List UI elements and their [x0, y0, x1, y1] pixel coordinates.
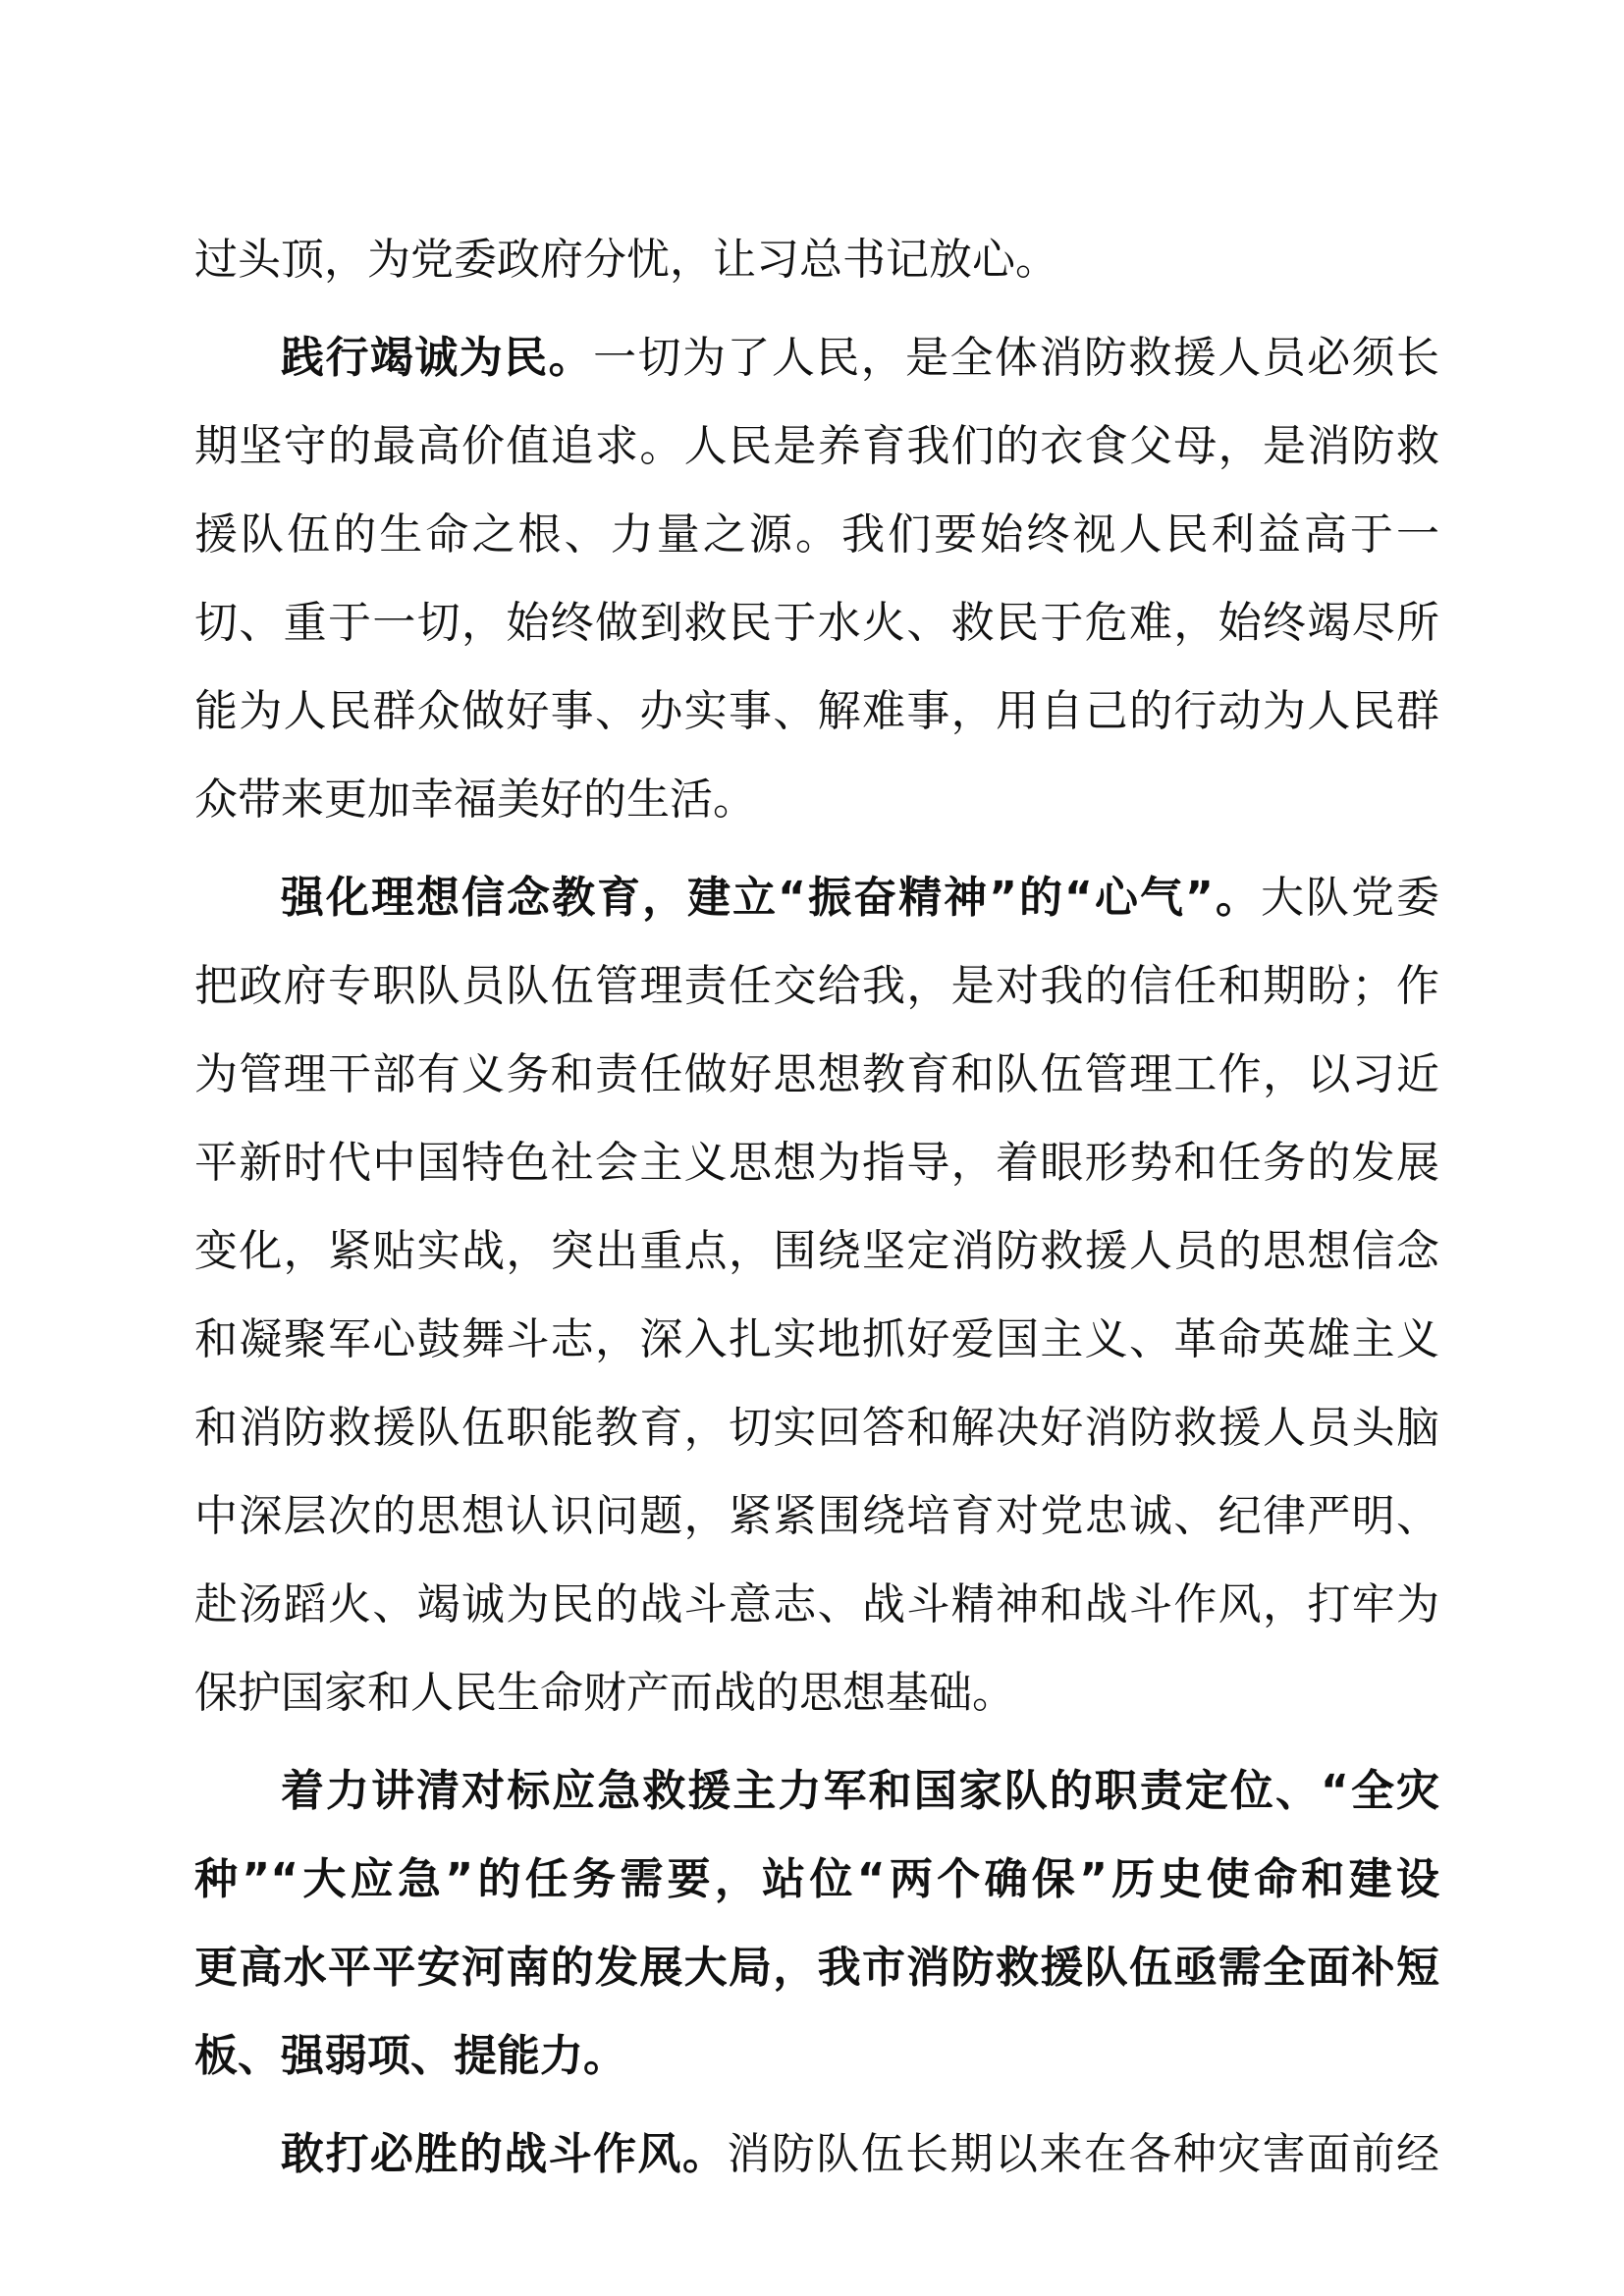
paragraph-serve-people — [194, 314, 1439, 844]
text-line: 期坚守的最高价值追求。人民是养育我们的衣食父母，是消防救 — [194, 421, 1439, 471]
text-line: 赴汤蹈火、竭诚为民的战斗意志、战斗精神和战斗作风，打牢为 — [194, 1579, 1439, 1629]
text-line: 把政府专职队员队伍管理责任交给我，是对我的信任和期盼；作 — [194, 961, 1439, 1011]
paragraph-fighting-style — [194, 2110, 1439, 2199]
paragraph-heading: 强化理想信念教育，建立“振奋精神”的“心气”。 — [281, 873, 1261, 923]
text-line: 为管理干部有义务和责任做好思想教育和队伍管理工作，以习近 — [194, 1049, 1439, 1099]
text-line: 和凝聚军心鼓舞斗志，深入扎实地抓好爱国主义、革命英雄主义 — [194, 1314, 1439, 1364]
text-line: 能为人民群众做好事、办实事、解难事，用自己的行动为人民群 — [194, 686, 1439, 736]
text-line: 更高水平平安河南的发展大局，我市消防救援队伍亟需全面补短 — [194, 1943, 1439, 1993]
text-line: 中深层次的思想认识问题，紧紧围绕培育对党忠诚、纪律严明、 — [194, 1491, 1439, 1541]
text-line: 着力讲清对标应急救援主力军和国家队的职责定位、“全灾 — [281, 1766, 1439, 1816]
paragraph-ideals-education — [194, 854, 1439, 1737]
text-line: 敢打必胜的战斗作风。消防队伍长期以来在各种灾害面前经 — [281, 2129, 1439, 2179]
text-line: 援队伍的生命之根、力量之源。我们要始终视人民利益高于一 — [194, 509, 1439, 560]
text-line: 过头顶，为党委政府分忧，让习总书记放心。 — [194, 235, 1058, 285]
text-line: 践行竭诚为民。一切为了人民，是全体消防救援人员必须长 — [281, 333, 1439, 383]
text-line: 变化，紧贴实战，突出重点，围绕坚定消防救援人员的思想信念 — [194, 1226, 1439, 1276]
text-line: 强化理想信念教育，建立“振奋精神”的“心气”。大队党委 — [281, 873, 1439, 923]
text-line: 切、重于一切，始终做到救民于水火、救民于危难，始终竭尽所 — [194, 598, 1439, 648]
paragraph-duty-positioning — [194, 1747, 1439, 2101]
text-line: 板、强弱项、提能力。 — [194, 2031, 626, 2081]
text-line: 种”“大应急”的任务需要，站位“两个确保”历史使命和建设 — [194, 1854, 1439, 1904]
text-line: 保护国家和人民生命财产而战的思想基础。 — [194, 1668, 1015, 1718]
paragraph-heading: 敢打必胜的战斗作风。 — [281, 2129, 728, 2179]
text-line: 众带来更加幸福美好的生活。 — [194, 774, 756, 825]
text-line: 和消防救援队伍职能教育，切实回答和解决好消防救援人员头脑 — [194, 1403, 1439, 1453]
body-text — [194, 216, 1439, 2199]
paragraph-continuation — [194, 216, 1439, 304]
paragraph-heading: 践行竭诚为民。 — [281, 333, 594, 383]
text-line: 平新时代中国特色社会主义思想为指导，着眼形势和任务的发展 — [194, 1138, 1439, 1188]
